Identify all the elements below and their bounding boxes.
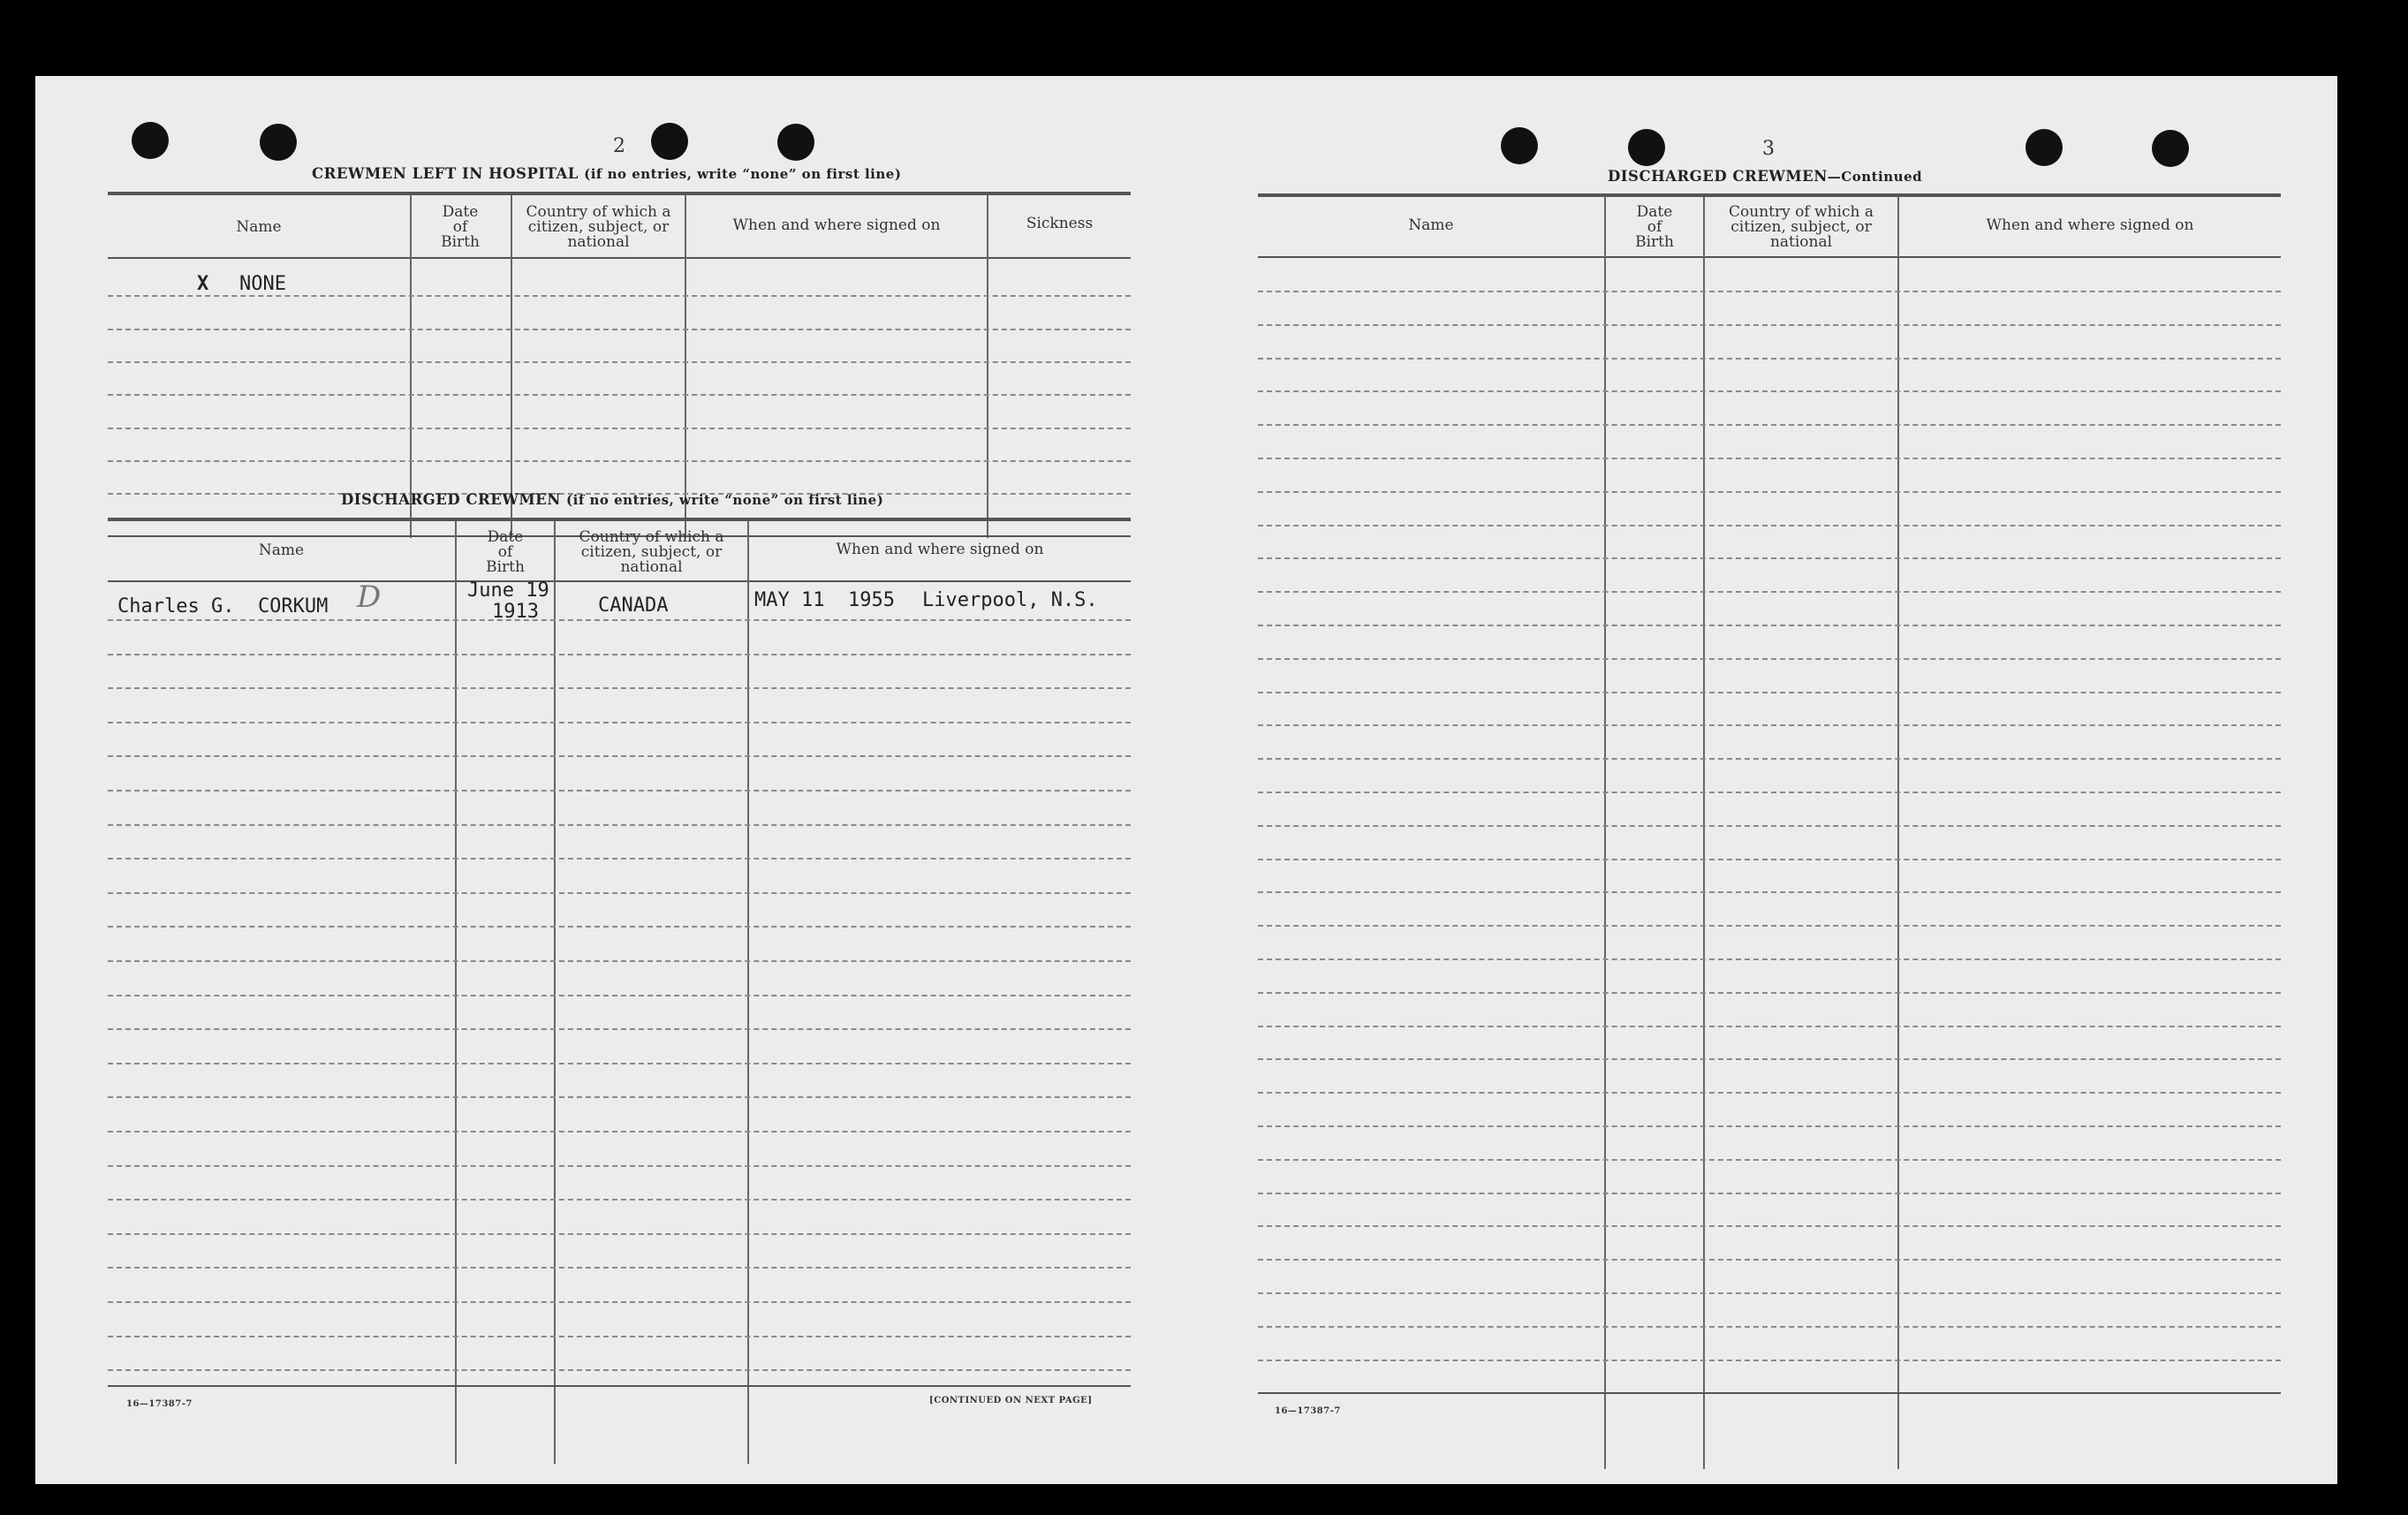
row-line [108,394,1131,396]
row-line [108,755,1131,757]
row-line [1258,424,2281,426]
right-table-top-rule [1258,193,2281,197]
row-line [108,1369,1131,1371]
punch-hole [651,123,688,160]
punch-hole [1501,127,1538,164]
row-line [1258,1193,2281,1194]
row-line [108,824,1131,826]
row-line [1258,1159,2281,1161]
right-header-rule [1258,256,2281,258]
row-line [108,1165,1131,1167]
hospital-title-text: CREWMEN LEFT IN HOSPITAL [312,165,579,182]
row-line [108,295,1131,297]
row-line [1258,358,2281,360]
hospital-entry-mark: X [197,273,209,295]
continued-note: [CONTINUED ON NEXT PAGE] [929,1396,1093,1405]
row-line [1258,1225,2281,1227]
row-line [1258,658,2281,660]
row-line [1258,625,2281,626]
hospital-col-divider [987,195,988,538]
row-line [108,892,1131,894]
row-line [1258,525,2281,526]
discharged-section-title [341,491,883,508]
row-line [108,1336,1131,1337]
row-line [108,995,1131,996]
row-line [108,1063,1131,1064]
row-line [1258,724,2281,726]
row-line [1258,1026,2281,1027]
punch-hole [260,124,297,161]
row-line [1258,891,2281,893]
discharged-header-signed: When and where signed on [836,541,1044,558]
row-line [1258,992,2281,994]
row-line [1258,491,2281,493]
hospital-header-country: Country of which a citizen, subject, or national [526,203,671,251]
discharged-header-name: Name [258,542,305,559]
right-header-signed: When and where signed on [1986,216,2194,234]
row-line [108,1096,1131,1098]
row-line [108,329,1131,330]
row-line [108,654,1131,655]
row-line [108,926,1131,928]
row-line [1258,1259,2281,1261]
row-line [1258,792,2281,793]
punch-hole [777,124,814,161]
row-line [108,361,1131,363]
row-line [1258,1125,2281,1127]
right-col-divider [1897,197,1899,1469]
discharged-col-divider [554,521,556,1464]
right-header-dob: Date of Birth [1635,203,1674,251]
row-line [108,790,1131,792]
discharged-row-name: Charles G. CORKUM [117,595,329,617]
document-sheet [35,76,2337,1484]
form-number: 16—17387-7 [1275,1406,1341,1416]
handwritten-initials: D [357,579,382,615]
row-line [1258,692,2281,693]
right-col-divider [1703,197,1705,1469]
discharged-title-instruction: (if no entries, write “none” on first line) [566,492,884,508]
hospital-header-sickness: Sickness [1026,215,1094,232]
row-line [1258,1092,2281,1094]
row-line [1258,324,2281,326]
row-line [108,460,1131,462]
punch-hole [2152,130,2189,167]
discharged-continued-title [1608,168,1922,185]
row-line [108,1301,1131,1303]
punch-hole [2026,129,2063,166]
discharged-row-country: CANADA [598,595,669,617]
hospital-entry-none: NONE [239,273,286,295]
row-line [1258,557,2281,559]
row-line [1258,1292,2281,1294]
discharged-col-divider [455,521,457,1464]
hospital-header-name: Name [236,218,282,236]
discharged-continued-suffix: —Continued [1827,169,1923,185]
discharged-title-text: DISCHARGED CREWMEN [341,491,561,508]
discharged-header-rule [108,580,1131,582]
right-header-country: Country of which a citizen, subject, or national [1729,203,1874,251]
row-line [1258,591,2281,593]
page-number: 3 [1762,138,1775,160]
discharged-table-top-rule [108,518,1131,521]
right-table-bottom-rule [1258,1392,2281,1394]
row-line [108,428,1131,429]
row-line [108,1199,1131,1201]
row-line [1258,458,2281,459]
row-line [1258,925,2281,927]
discharged-table-bottom-rule [108,1385,1131,1387]
row-line [1258,859,2281,860]
page-number: 2 [613,135,625,157]
row-line [108,1267,1131,1269]
punch-hole [1628,129,1665,166]
right-header-name: Name [1408,216,1454,234]
hospital-col-divider [410,195,412,538]
row-line [108,687,1131,689]
row-line [108,1028,1131,1030]
hospital-header-dob: Date of Birth [441,203,480,251]
hospital-table-top-rule [108,192,1131,195]
form-number: 16—17387-7 [126,1399,193,1409]
hospital-col-divider [685,195,686,538]
row-line [108,619,1131,621]
discharged-row-dob-month: June 19 [467,579,549,602]
discharged-row-signed-place: Liverpool, N.S. [922,589,1098,611]
punch-hole [132,122,169,159]
hospital-header-signed: When and where signed on [732,216,941,234]
row-line [108,1233,1131,1235]
row-line [108,1131,1131,1132]
row-line [1258,758,2281,760]
discharged-col-divider [747,521,749,1464]
row-line [108,960,1131,962]
hospital-title-instruction: (if no entries, write “none” on first line) [584,166,902,182]
discharged-continued-title-text: DISCHARGED CREWMEN [1608,168,1828,185]
discharged-header-country: Country of which a citizen, subject, or national [579,528,724,576]
discharged-row-signed-date: MAY 11 1955 [754,589,895,611]
row-line [1258,390,2281,392]
row-line [108,858,1131,860]
row-line [108,722,1131,723]
right-col-divider [1604,197,1606,1469]
row-line [1258,958,2281,960]
hospital-header-rule [108,257,1131,259]
row-line [1258,1058,2281,1060]
row-line [1258,1360,2281,1361]
discharged-header-dob: Date of Birth [486,528,525,576]
discharged-row-dob-year: 1913 [492,601,539,623]
hospital-section-title [312,165,901,182]
row-line [1258,1326,2281,1328]
row-line [1258,825,2281,827]
row-line [1258,291,2281,292]
